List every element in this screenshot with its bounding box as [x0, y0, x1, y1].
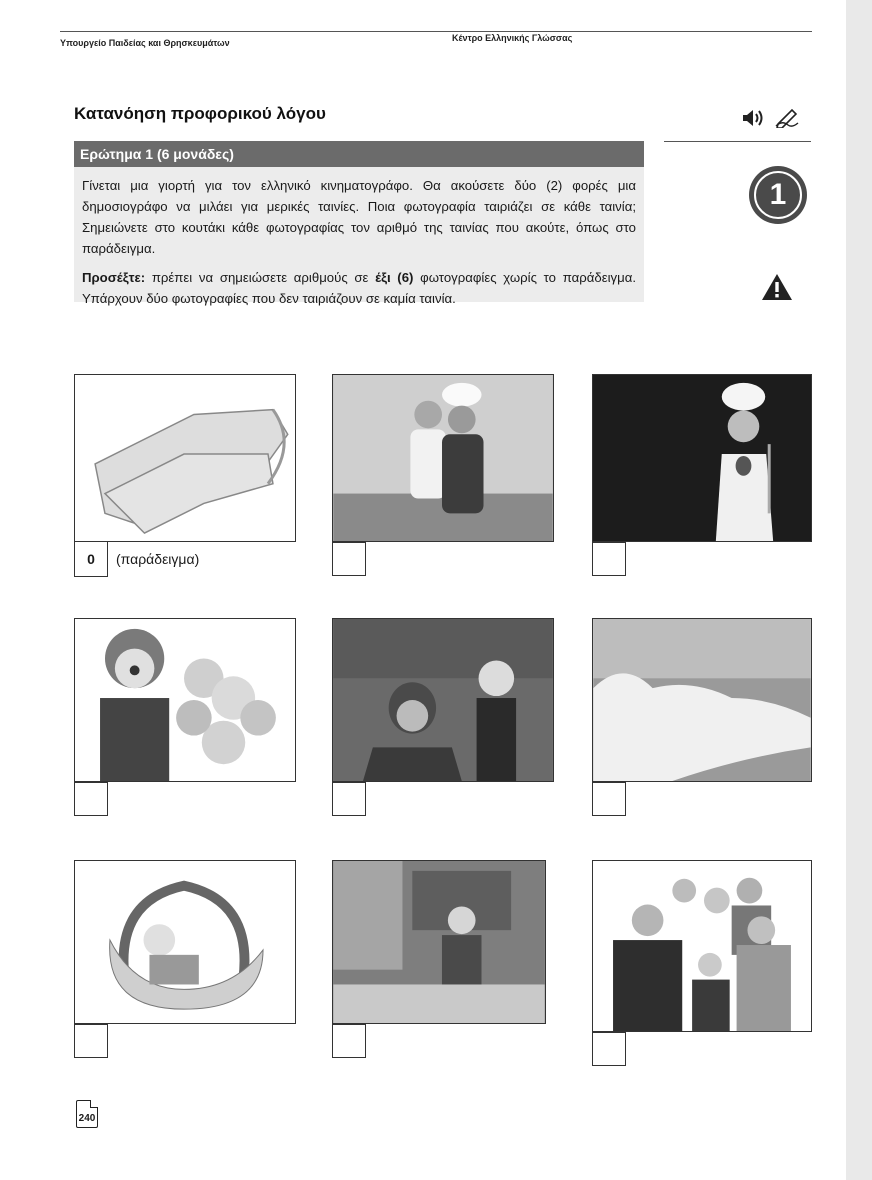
- question-number-badge: [749, 166, 807, 224]
- page-edge-shadow: [846, 0, 872, 1180]
- answer-box-tailor[interactable]: [332, 1024, 366, 1058]
- answer-box-clown[interactable]: [74, 782, 108, 816]
- section-icons: [742, 108, 800, 133]
- note-text: [82, 267, 636, 309]
- family-photo: [592, 860, 812, 1032]
- chefs-photo: [332, 374, 554, 542]
- header-center: Κέντρο Ελληνικής Γλώσσας: [452, 33, 573, 43]
- note-pre: πρέπει να σημειώσετε αριθμούς σε: [145, 270, 376, 285]
- question-box: [74, 167, 644, 306]
- page-number: 240: [76, 1100, 98, 1128]
- side-rule: [664, 141, 811, 142]
- answer-box-girl-chef[interactable]: [592, 542, 626, 576]
- header-ministry: Υπουργείο Παιδείας και Θρησκευμάτων: [60, 38, 230, 48]
- tailor-shop-photo: [332, 860, 546, 1024]
- note-post: φωτογραφίες χωρίς το παράδειγμα. Υπάρχουν δύο φωτογραφίες που δεν ταιριάζουν σε καμία ταινία.: [82, 270, 636, 306]
- gloves-photo: [74, 374, 296, 542]
- note-label: Προσέξτε:: [82, 270, 146, 285]
- example-number: 0: [74, 541, 108, 577]
- header-rule: [60, 31, 812, 32]
- badge-number: 1: [754, 171, 802, 219]
- warning-icon: [761, 272, 793, 307]
- answer-box-brides[interactable]: [592, 782, 626, 816]
- clown-photo: [74, 618, 296, 782]
- example-row: [74, 541, 199, 577]
- section-title: Κατανόηση προφορικού λόγου: [74, 104, 326, 123]
- question-heading: Ερώτημα 1 (6 μονάδες): [74, 141, 644, 167]
- example-label: (παράδειγμα): [116, 551, 200, 567]
- hairdresser-photo: [332, 618, 554, 782]
- girl-chef-photo: [592, 374, 812, 542]
- answer-box-hairdresser[interactable]: [332, 782, 366, 816]
- answer-box-baby-seat[interactable]: [74, 1024, 108, 1058]
- note-bold: έξι (6): [375, 270, 414, 285]
- answer-box-family[interactable]: [592, 1032, 626, 1066]
- brides-photo: [592, 618, 812, 782]
- answer-box-chefs[interactable]: [332, 542, 366, 576]
- pencil-writing-icon: [774, 108, 800, 133]
- baby-seat-photo: [74, 860, 296, 1024]
- speaker-icon: [742, 109, 766, 132]
- instructions-text: Γίνεται μια γιορτή για τον ελληνικό κινηματογράφο. Θα ακούσετε δύο (2) φορές μια δημοσιογράφο να μιλάει για μερικές ταινίες. Ποια φωτογραφία ταιριάζει σε κάθε ταινία; Σημειώνετε στο κουτάκι κάθε φωτογραφίας τον αριθμό της ταινίας που ακούτε, όπως στο παράδειγμα.: [82, 178, 636, 256]
